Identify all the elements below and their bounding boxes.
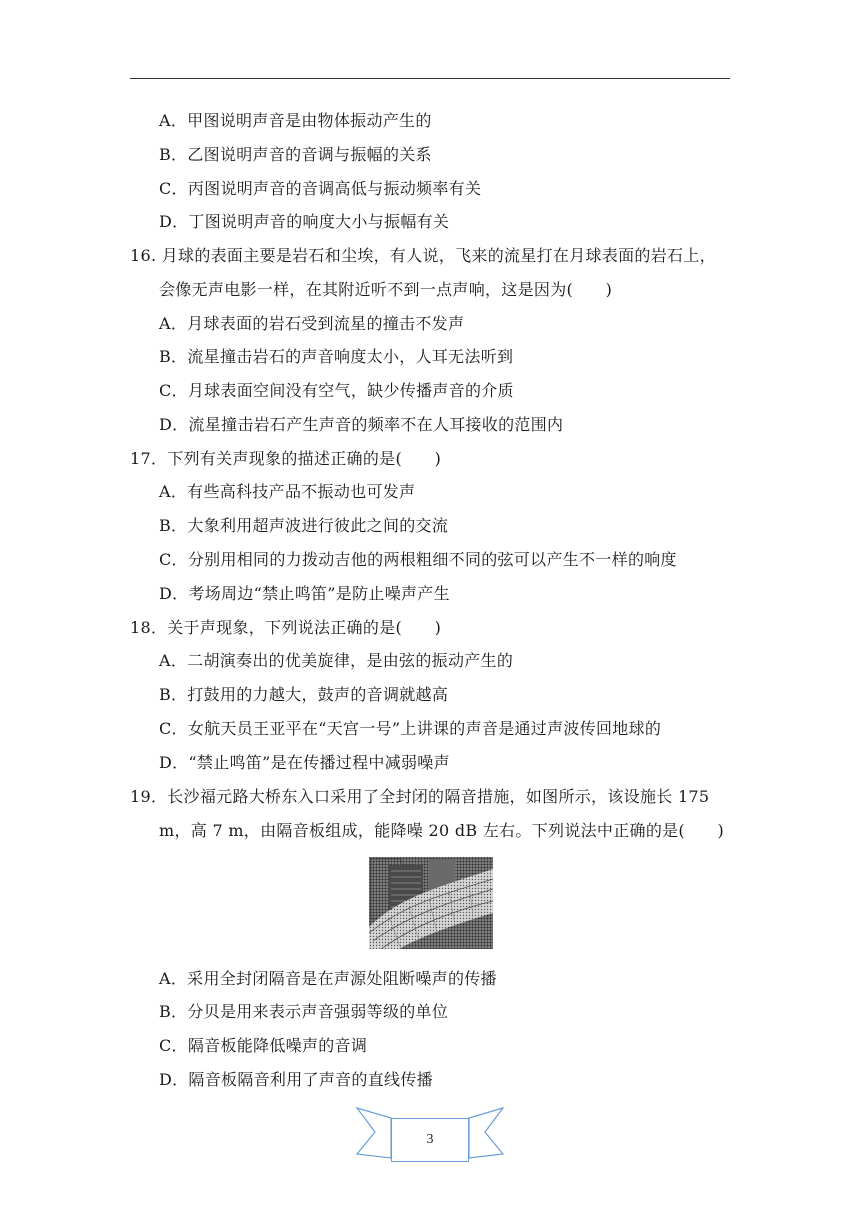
option-a: A．月球表面的岩石受到流星的撞击不发声 <box>159 314 465 333</box>
option-b: B．流星撞击岩石的声音响度太小，人耳无法听到 <box>159 347 514 366</box>
option-b: B．乙图说明声音的音调与振幅的关系 <box>159 145 432 164</box>
option-b: B．大象利用超声波进行彼此之间的交流 <box>159 516 449 535</box>
question-16-stem-cont: 会像无声电影一样，在其附近听不到一点声响，这是因为( ) <box>159 280 613 299</box>
question-16-stem: 16. 月球的表面主要是岩石和尘埃，有人说，飞来的流星打在月球表面的岩石上， <box>130 246 716 265</box>
question-17-stem: 17．下列有关声现象的描述正确的是( ) <box>130 449 442 468</box>
option-a: A．有些高科技产品不振动也可发声 <box>159 482 416 501</box>
option-b: B．分贝是用来表示声音强弱等级的单位 <box>159 1002 449 1021</box>
option-d: D．隔音板隔音利用了声音的直线传播 <box>159 1070 433 1089</box>
option-c: C．分别用相同的力拨动吉他的两根粗细不同的弦可以产生不一样的响度 <box>159 550 677 569</box>
option-c: C．丙图说明声音的音调高低与振动频率有关 <box>159 179 482 198</box>
option-a: A．采用全封闭隔音是在声源处阻断噪声的传播 <box>159 969 497 988</box>
option-c: C．隔音板能降低噪声的音调 <box>159 1036 368 1055</box>
option-d: D．流星撞击岩石产生声音的频率不在人耳接收的范围内 <box>159 415 564 434</box>
option-b: B．打鼓用的力越大，鼓声的音调就越高 <box>159 685 449 704</box>
option-c: C．女航天员王亚平在“天宫一号”上讲课的声音是通过声波传回地球的 <box>159 719 662 738</box>
question-19-stem: 19．长沙福元路大桥东入口采用了全封闭的隔音措施，如图所示，该设施长 175 <box>130 787 710 806</box>
page-number: 3 <box>391 1118 469 1162</box>
bridge-photo <box>369 857 493 949</box>
option-d: D．丁图说明声音的响度大小与振幅有关 <box>159 212 450 231</box>
option-c: C．月球表面空间没有空气，缺少传播声音的介质 <box>159 381 514 400</box>
option-a: A．二胡演奏出的优美旋律，是由弦的振动产生的 <box>159 651 514 670</box>
option-d: D．考场周边“禁止鸣笛”是防止噪声产生 <box>159 584 450 603</box>
option-a: A．甲图说明声音是由物体振动产生的 <box>159 111 432 130</box>
header-rule <box>130 78 730 79</box>
question-19-stem-cont: m，高 7 m，由隔音板组成，能降噪 20 dB 左右。下列说法中正确的是( ) <box>159 821 725 840</box>
option-d: D．“禁止鸣笛”是在传播过程中减弱噪声 <box>159 753 450 772</box>
question-18-stem: 18．关于声现象，下列说法正确的是( ) <box>130 618 442 637</box>
